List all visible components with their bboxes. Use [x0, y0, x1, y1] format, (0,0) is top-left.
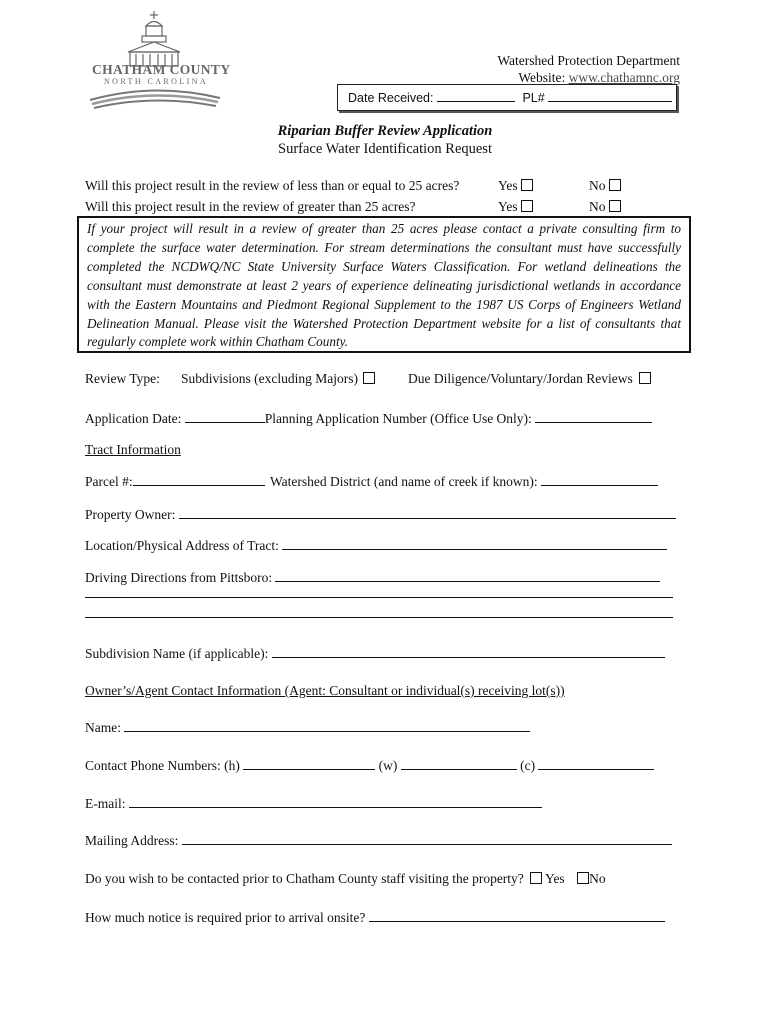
directions-label: Driving Directions from Pittsboro:	[85, 570, 273, 585]
consultant-notice-box	[77, 216, 691, 353]
email-row	[85, 795, 542, 812]
directions-line-2[interactable]	[85, 597, 673, 598]
acreage-q2-no[interactable]	[589, 199, 621, 215]
phone-home-field[interactable]	[243, 757, 375, 770]
acreage-q2-yes[interactable]	[498, 199, 533, 215]
property-owner-label: Property Owner:	[85, 507, 176, 522]
notice-required-question: How much notice is required prior to arrival onsite?	[85, 910, 366, 925]
form-title: Riparian Buffer Review Application	[277, 123, 493, 139]
logo-state: NORTH CAROLINA	[103, 77, 208, 86]
checkbox-icon[interactable]	[609, 179, 621, 191]
name-row	[85, 719, 530, 736]
mailing-label: Mailing Address:	[85, 833, 179, 848]
form-subtitle: Surface Water Identification Request	[278, 141, 492, 157]
phone-cell-field[interactable]	[538, 757, 654, 770]
checkbox-icon[interactable]	[609, 200, 621, 212]
subdivision-row	[85, 645, 665, 662]
application-date-row	[85, 410, 652, 427]
email-field[interactable]	[129, 795, 542, 808]
acreage-q1-no[interactable]	[589, 178, 621, 194]
department-header	[497, 52, 680, 86]
parcel-field[interactable]	[133, 473, 265, 486]
date-received-box	[337, 84, 677, 111]
subdivision-field[interactable]	[272, 645, 665, 658]
pl-label: PL#	[522, 91, 545, 105]
location-row	[85, 537, 667, 554]
contact-prior-yes-checkbox[interactable]	[530, 872, 542, 884]
website-label: Website:	[518, 70, 566, 85]
phone-cell-label: (c)	[520, 758, 536, 773]
property-owner-field[interactable]	[179, 506, 676, 519]
date-received-label: Date Received:	[348, 91, 434, 105]
date-received-field[interactable]	[437, 89, 515, 102]
location-field[interactable]	[282, 537, 667, 550]
river-swoosh-icon	[84, 84, 224, 112]
mailing-field[interactable]	[182, 832, 672, 845]
parcel-row	[85, 473, 658, 490]
pl-number-field[interactable]	[548, 89, 672, 102]
review-type-subdivisions[interactable]	[181, 371, 375, 387]
property-owner-row	[85, 506, 676, 523]
consultant-notice-text: If your project will result in a review of greater than 25 acres please contact a private consulting firm to complete the surface water determination. For stream determinations the consultant must have successfully completed the NCDWQ/NC State University Surface Waters Classification. For wetland delineations the consultant must demonstrate at least 2 years of experience delineating jurisdictional wetlands in accordance with the Eastern Mountains and Piedmont Regional Supplement to the 1987 US Corps of Engineers Wetland Delineation Manual. Please visit the Watershed Protection Department website for a list of consultants that regularly complete work within Chatham County.	[87, 221, 681, 350]
application-date-field[interactable]	[185, 410, 265, 423]
contact-prior-yes-label: Yes	[545, 871, 565, 886]
phone-label: Contact Phone Numbers: (h)	[85, 758, 240, 773]
name-field[interactable]	[124, 719, 530, 732]
phone-work-label: (w)	[378, 758, 398, 773]
watershed-field[interactable]	[541, 473, 658, 486]
location-label: Location/Physical Address of Tract:	[85, 538, 279, 553]
contact-prior-no-checkbox[interactable]	[577, 872, 589, 884]
checkbox-icon[interactable]	[521, 200, 533, 212]
email-label: E-mail:	[85, 796, 126, 811]
checkbox-icon[interactable]	[363, 372, 375, 384]
yes-label: Yes	[498, 199, 518, 214]
checkbox-icon[interactable]	[521, 179, 533, 191]
notice-required-field[interactable]	[369, 909, 665, 922]
mailing-row	[85, 832, 672, 849]
contact-prior-question: Do you wish to be contacted prior to Chatham County staff visiting the property?	[85, 871, 524, 886]
contact-prior-row	[85, 871, 606, 887]
website-link[interactable]: www.chathamnc.org	[568, 70, 680, 85]
parcel-label: Parcel #:	[85, 474, 133, 489]
logo-name: CHATHAM COUNTY	[92, 62, 231, 77]
yes-label: Yes	[498, 178, 518, 193]
planning-number-field[interactable]	[535, 410, 652, 423]
no-label: No	[589, 178, 606, 193]
review-type-label: Review Type:	[85, 371, 160, 386]
no-label: No	[589, 199, 606, 214]
watershed-label: Watershed District (and name of creek if known):	[269, 474, 538, 489]
directions-field[interactable]	[275, 569, 660, 582]
acreage-question-2: Will this project result in the review of greater than 25 acres?	[85, 199, 416, 214]
directions-line-3[interactable]	[85, 617, 673, 618]
directions-row	[85, 569, 660, 586]
contact-prior-no-label: No	[589, 871, 606, 886]
phone-work-field[interactable]	[401, 757, 517, 770]
notice-required-row	[85, 909, 665, 926]
planning-number-label: Planning Application Number (Office Use Only):	[264, 411, 532, 426]
chatham-county-logo	[84, 8, 231, 114]
phone-row	[85, 757, 654, 774]
subdivision-label: Subdivision Name (if applicable):	[85, 646, 269, 661]
checkbox-icon[interactable]	[639, 372, 651, 384]
department-name: Watershed Protection Department	[497, 53, 680, 68]
form-title-block	[0, 122, 770, 158]
review-type-row	[85, 371, 160, 387]
name-label: Name:	[85, 720, 121, 735]
acreage-question-1: Will this project result in the review of less than or equal to 25 acres?	[85, 178, 460, 193]
review-type-due-diligence[interactable]	[408, 371, 651, 387]
due-diligence-label: Due Diligence/Voluntary/Jordan Reviews	[408, 371, 633, 386]
application-date-label: Application Date:	[85, 411, 182, 426]
tract-info-heading: Tract Information	[85, 442, 181, 457]
acreage-q1-yes[interactable]	[498, 178, 533, 194]
subdivisions-label: Subdivisions (excluding Majors)	[181, 371, 358, 386]
contact-info-heading: Owner’s/Agent Contact Information (Agent: Consultant or individual(s) receiving lot(s))	[85, 683, 565, 698]
